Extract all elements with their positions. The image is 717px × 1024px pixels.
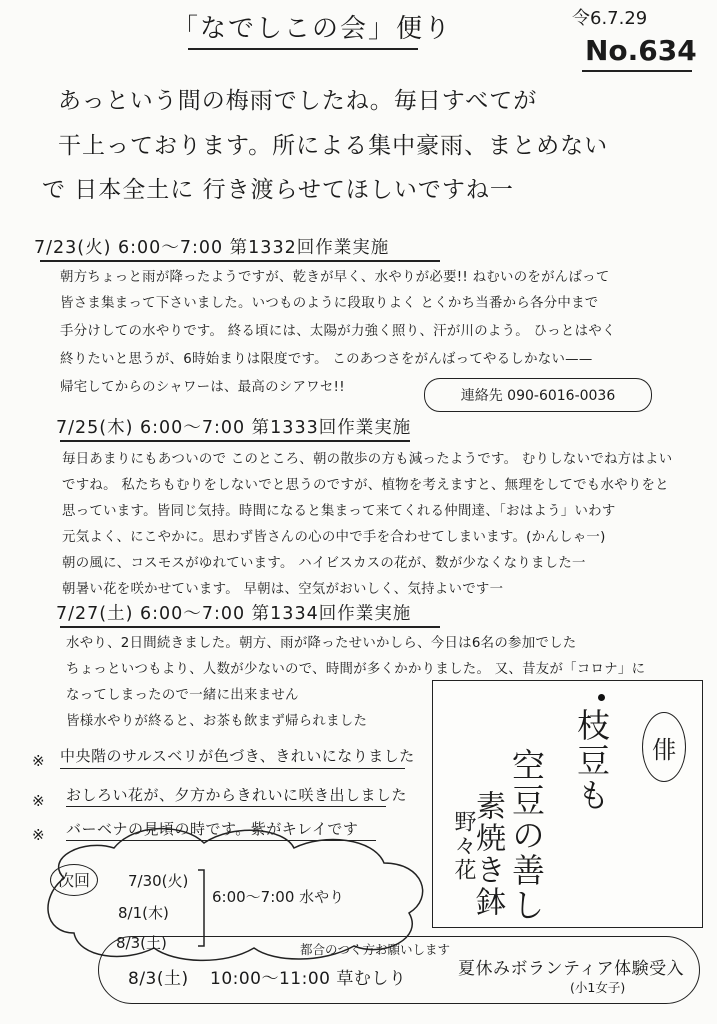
- section-2-line: 思っています。皆同じ気持。時間になると集まって来てくれる仲間達、「おはよう」いわす: [62, 504, 616, 519]
- section-heading-2-underline: [60, 440, 410, 442]
- section-1-line: 終りたいと思うが、6時始まりは限度です。 このあつさをがんばってやるしかない——: [60, 352, 593, 367]
- weeding-date: 8/3(土): [128, 969, 189, 989]
- section-heading-2: 7/25(木) 6:00〜7:00 第1333回作業実施: [56, 418, 412, 438]
- volunteer-event-note: (小1女子): [570, 980, 626, 995]
- haiku-badge: 俳: [642, 712, 686, 782]
- note-line: バーベナの見頃の時です。紫がキレイです: [66, 820, 359, 838]
- request-note: 都合のつく方お願いします: [300, 942, 451, 957]
- section-heading-1: 7/23(火) 6:00〜7:00 第1332回作業実施: [34, 238, 390, 258]
- section-2-line: 毎日あまりにもあついので このところ、朝の散歩の方も減ったようです。 むりしないでね方はよい: [62, 452, 673, 467]
- haiku-line-2: 空豆の善し: [507, 748, 546, 923]
- section-3-line: なってしまったので一緒に出来ません: [66, 688, 299, 703]
- haiku-line-3: 素焼き鉢: [470, 790, 505, 918]
- section-2-line: 元気よく、にこやかに。思わず皆さんの心の中で手を合わせてしまいます。(かんしゃ一): [62, 530, 606, 545]
- note-mark: ※: [32, 752, 45, 770]
- schedule-date: 8/3(土): [116, 934, 167, 952]
- schedule-time: 6:00〜7:00 水やり: [212, 888, 345, 906]
- note-underline: [66, 806, 386, 807]
- section-2-line: 朝の風に、コスモスがゆれています。 ハイビスカスの花が、数が少なくなりました一: [62, 556, 586, 571]
- section-heading-1-underline: [40, 260, 440, 262]
- issue-date: 令6.7.29: [572, 8, 648, 29]
- note-line: 中央階のサルスベリが色づき、きれいになりました: [60, 747, 415, 765]
- title-underline: [188, 48, 418, 50]
- contact-phone-badge: 連絡先 090-6016-0036: [424, 378, 652, 412]
- intro-line-2: 干上っております。所による集中豪雨、まとめない: [58, 133, 609, 159]
- note-mark: ※: [32, 826, 45, 844]
- issue-number-underline: [582, 70, 692, 72]
- section-1-line: 皆さま集まって下さいました。いつものように段取りよく とくかち当番から各分中まで: [60, 296, 599, 311]
- issue-number: No.634: [585, 34, 697, 67]
- haiku-line-1: 枝豆も: [572, 708, 611, 813]
- intro-line-1: あっという間の梅雨でしたね。毎日すべてが: [58, 88, 538, 114]
- note-mark: ※: [32, 792, 45, 810]
- haiku-author: 野々花: [451, 810, 476, 882]
- note-underline: [60, 768, 405, 769]
- note-line: おしろい花が、夕方からきれいに咲き出しました: [66, 786, 408, 804]
- section-heading-3: 7/27(土) 6:00〜7:00 第1334回作業実施: [56, 604, 412, 624]
- schedule-date: 7/30(火): [128, 872, 189, 890]
- newsletter-title: 「なでしこの会」便り: [172, 14, 453, 44]
- section-heading-3-underline: [60, 626, 440, 628]
- section-1-line: 帰宅してからのシャワーは、最高のシアワセ!!: [60, 380, 345, 395]
- intro-line-3: で 日本全土に 行き渡らせてほしいですね一: [42, 177, 514, 203]
- schedule-date: 8/1(木): [118, 904, 169, 922]
- section-3-line: 水やり、2日間続きました。朝方、雨が降ったせいかしら、今日は6名の参加でした: [66, 636, 577, 651]
- haiku-dot: [598, 694, 605, 701]
- section-2-line: 朝暑い花を咲かせています。 早朝は、空気がおいしく、気持よいです一: [62, 582, 504, 597]
- weeding-time: 10:00〜11:00 草むしり: [210, 969, 407, 989]
- section-1-line: 朝方ちょっと雨が降ったようですが、乾きが早く、水やりが必要!! ねむいのをがんばって: [60, 270, 610, 285]
- volunteer-event: 夏休みボランティア体験受入: [458, 959, 685, 979]
- section-3-line: 皆様水やりが終ると、お茶も飲まず帰られました: [66, 714, 368, 729]
- schedule-label: 次回: [57, 870, 90, 890]
- section-3-line: ちょっといつもより、人数が少ないので、時間が多くかかりました。 又、昔友が「コロナ」に: [66, 662, 646, 677]
- section-1-line: 手分けしての水やりです。 終る頃には、太陽が力強く照り、汗が川のよう。 ひっとはやく: [60, 324, 616, 339]
- section-2-line: ですね。 私たちもむりをしないでと思うのですが、植物を考えますと、無理をしてでも水やりをと: [62, 478, 669, 493]
